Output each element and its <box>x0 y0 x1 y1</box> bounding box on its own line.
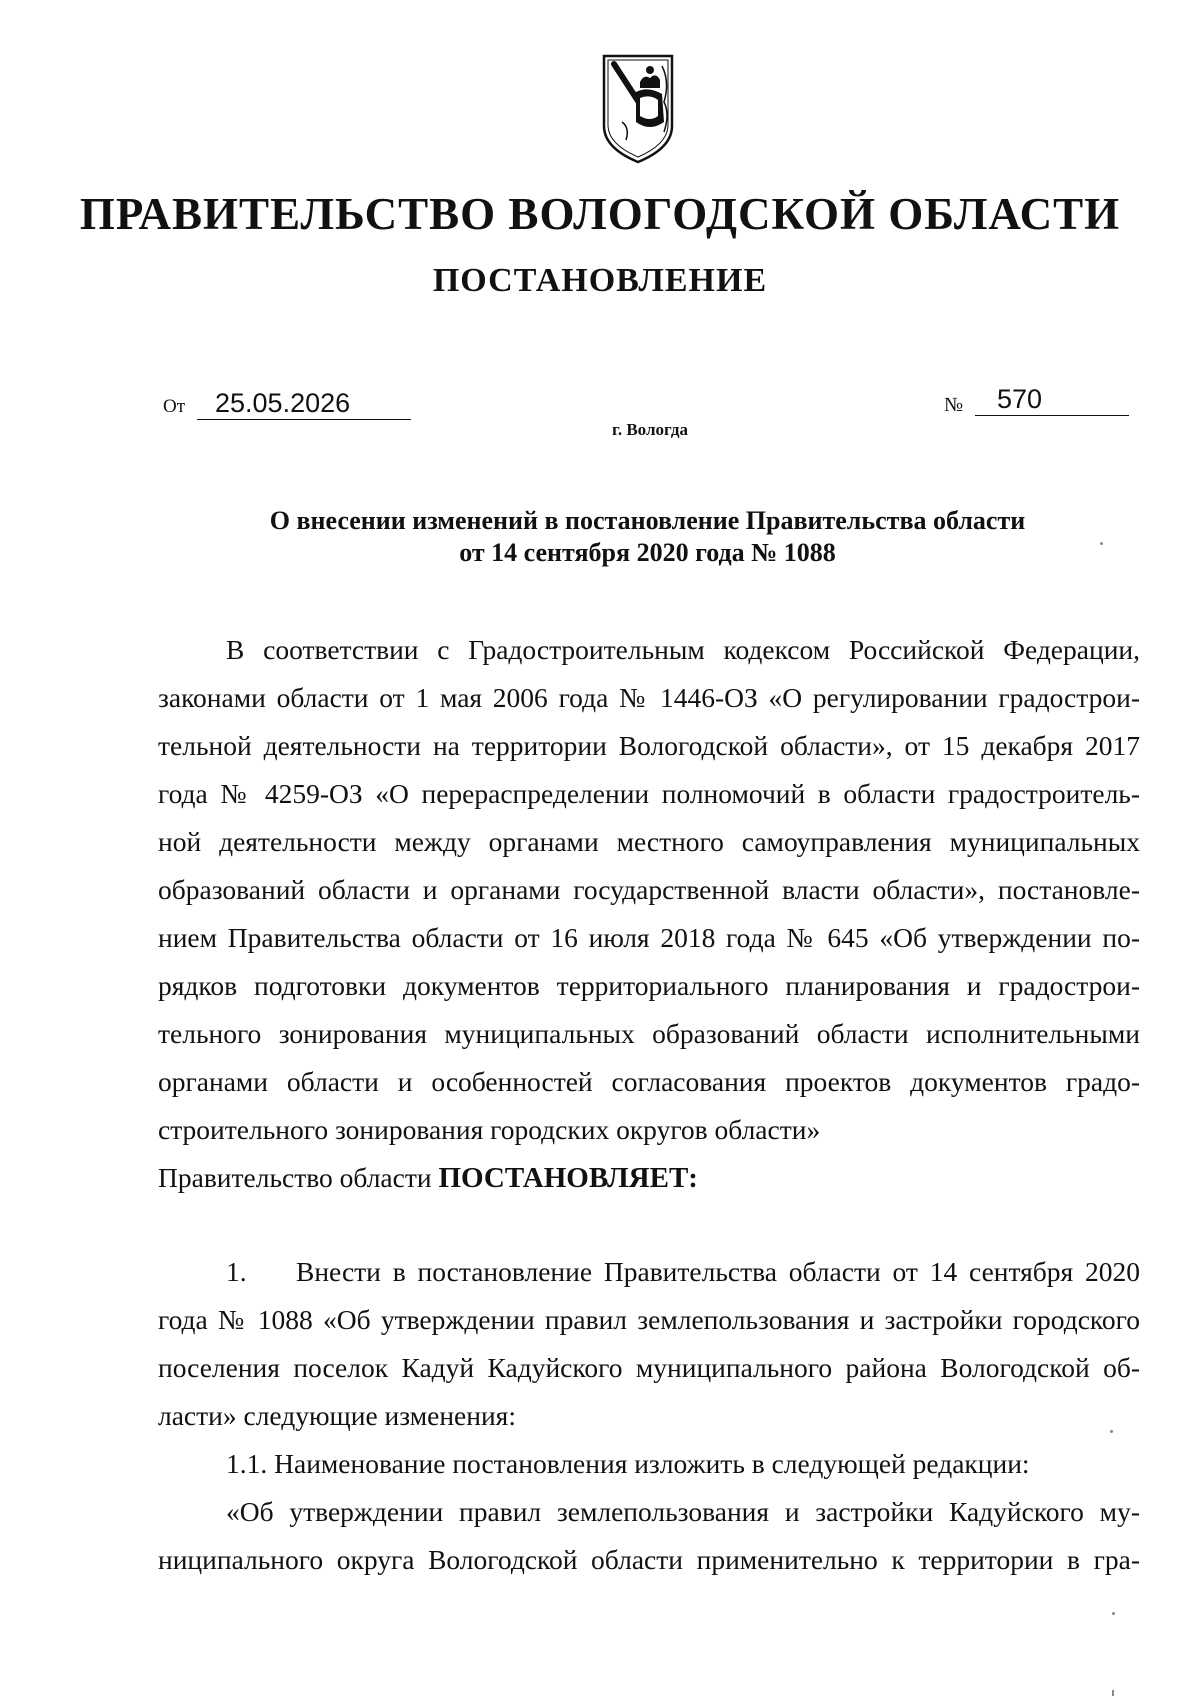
document-date: 25.05.2026 <box>197 388 411 420</box>
subject-line: от 14 сентября 2020 года № 1088 <box>459 538 836 567</box>
document-number: 570 <box>975 384 1129 416</box>
item-1-paragraph <box>158 1248 1140 1584</box>
date-prefix-label: От <box>163 396 186 417</box>
scan-speck <box>1110 1430 1113 1433</box>
item-1-line: года № 1088 «Об утверждении правил землепользования и застройки городского <box>158 1304 1140 1335</box>
preamble-line: нием Правительства области от 16 июля 2018 года № 645 «Об утверждении по- <box>158 922 1140 953</box>
item-1-1-line: 1.1. Наименование постановления изложить в следующей редакции: <box>226 1448 1030 1479</box>
preamble-line: года № 4259-ОЗ «О перераспределении полномочий в области градостроитель- <box>158 778 1140 809</box>
preamble-paragraph <box>158 626 1140 1202</box>
subject-line: О внесении изменений в постановление Правительства области <box>269 506 1026 535</box>
preamble-line: В соответствии с Градостроительным кодексом Российской Федерации, <box>226 634 1140 665</box>
preamble-line: образований области и органами государственной власти области», постановле- <box>158 874 1140 905</box>
preamble-line: тельной деятельности на территории Вологодской области», от 15 декабря 2017 <box>158 730 1140 761</box>
scan-speck <box>1112 1612 1115 1615</box>
preamble-line: тельного зонирования муниципальных образований области исполнительными <box>158 1018 1140 1049</box>
scan-speck <box>1112 1690 1114 1696</box>
resolves-line <box>158 1154 1140 1202</box>
preamble-line: строительного зонирования городских округов области» <box>158 1114 821 1145</box>
preamble-line: рядков подготовки документов территориального планирования и градострои- <box>158 970 1140 1001</box>
new-title-line: ниципального округа Вологодской области применительно к территории в гра- <box>158 1544 1140 1575</box>
preamble-line: ной деятельности между органами местного самоуправления муниципальных <box>158 826 1140 857</box>
number-prefix-label: № <box>944 394 964 416</box>
preamble-line: законами области от 1 мая 2006 года № 1446-ОЗ «О регулировании градострои- <box>158 682 1140 713</box>
item-1-line: Внести в постановление Правительства области от 14 сентября 2020 <box>296 1256 1140 1287</box>
resolves-prefix: Правительство области <box>158 1162 439 1193</box>
document-subject <box>160 505 1135 569</box>
item-1-line: поселения поселок Кадуй Кадуйского муниципального района Вологодской об- <box>158 1352 1140 1383</box>
item-1-number: 1. <box>226 1256 247 1287</box>
resolves-word: ПОСТАНОВЛЯЕТ: <box>438 1162 698 1194</box>
item-1-line: ласти» следующие изменения: <box>158 1400 516 1431</box>
document-type-heading: ПОСТАНОВЛЕНИЕ <box>432 262 768 299</box>
city-label: г. Вологда <box>612 420 688 439</box>
preamble-line: органами области и особенностей согласования проектов документов градо- <box>158 1066 1140 1097</box>
scan-speck <box>1100 542 1103 545</box>
item-1-first-line <box>158 1248 1140 1296</box>
coat-of-arms-emblem <box>600 52 676 164</box>
new-title-line: «Об утверждении правил землепользования и застройки Кадуйского му- <box>226 1496 1140 1527</box>
government-title: ПРАВИТЕЛЬСТВО ВОЛОГОДСКОЙ ОБЛАСТИ <box>79 189 1121 239</box>
